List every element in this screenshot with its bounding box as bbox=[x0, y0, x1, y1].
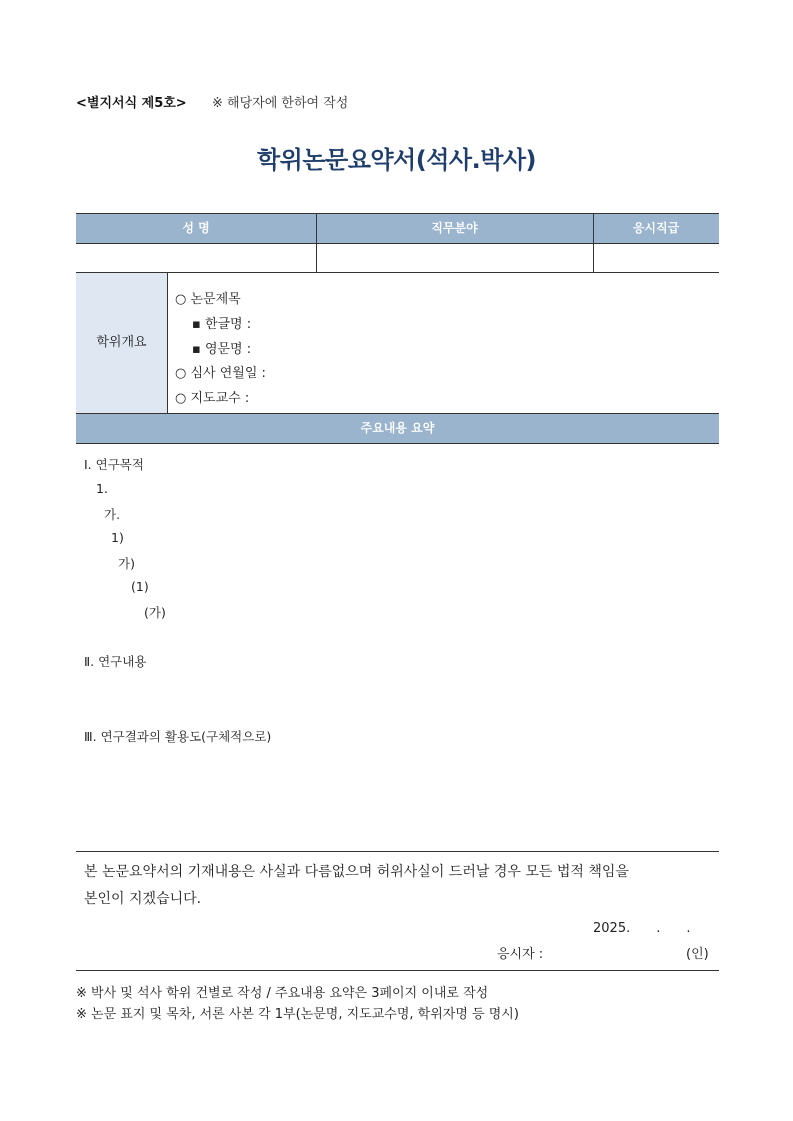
summary-header-bottom bbox=[76, 443, 719, 444]
english-title-item[interactable]: ▪ 영문명 : bbox=[192, 342, 252, 357]
form-note: ※ 해당자에 한하여 작성 bbox=[212, 96, 349, 111]
degree-overview-label: 학위개요 bbox=[76, 273, 167, 413]
header-grade: 응시직급 bbox=[632, 221, 680, 235]
outline-level-3: 1) bbox=[111, 530, 124, 545]
review-date-item[interactable]: ○ 심사 연월일 : bbox=[175, 366, 266, 381]
header-name: 성 명 bbox=[182, 221, 210, 235]
section-1-heading: Ⅰ. 연구목적 bbox=[84, 457, 144, 472]
name-field[interactable] bbox=[76, 243, 316, 272]
advisor-item[interactable]: ○ 지도교수 : bbox=[175, 391, 250, 406]
applicant-label: 응시자 : bbox=[497, 947, 544, 962]
outline-level-5: (1) bbox=[131, 579, 149, 594]
header-field: 직무분야 bbox=[431, 221, 478, 235]
outline-level-1: 1. bbox=[96, 481, 108, 496]
outline-level-2: 가. bbox=[104, 507, 121, 522]
pledge-date[interactable]: 2025. . . bbox=[593, 921, 691, 936]
outline-level-4: 가) bbox=[118, 556, 135, 571]
page-title: 학위논문요약서(석사.박사) bbox=[256, 146, 537, 174]
form-label: <별지서식 제5호> bbox=[76, 96, 187, 111]
korean-title-item[interactable]: ▪ 한글명 : bbox=[192, 317, 252, 332]
footnote-1: ※ 박사 및 석사 학위 건별로 작성 / 주요내용 요약은 3페이지 이내로 작성 bbox=[76, 986, 489, 1001]
summary-header-label: 주요내용 요약 bbox=[360, 421, 435, 435]
footnote-2: ※ 논문 표지 및 목차, 서론 사본 각 1부(논문명, 지도교수명, 학위자명 등 명시) bbox=[76, 1007, 519, 1022]
outline-level-6: (가) bbox=[144, 605, 166, 620]
pledge-line-1: 본 논문요약서의 기재내용은 사실과 다름없으며 허위사실이 드러날 경우 모든 법적 책임을 bbox=[84, 864, 629, 880]
pledge-top-border bbox=[76, 851, 719, 852]
info-table-header bbox=[76, 214, 719, 243]
degree-divider bbox=[167, 273, 168, 413]
pledge-bottom-border bbox=[76, 970, 719, 971]
summary-header bbox=[76, 414, 719, 443]
section-3-heading: Ⅲ. 연구결과의 활용도(구체적으로) bbox=[84, 729, 272, 744]
pledge-line-2: 본인이 지겠습니다. bbox=[84, 891, 202, 907]
grade-input[interactable] bbox=[594, 243, 719, 272]
info-row-bottom-border bbox=[76, 272, 719, 273]
thesis-title-item: ○ 논문제목 bbox=[175, 292, 241, 307]
section-2-heading: Ⅱ. 연구내용 bbox=[84, 654, 147, 669]
info-row bbox=[76, 243, 719, 272]
job-field-input[interactable] bbox=[317, 243, 593, 272]
seal-mark: (인) bbox=[686, 947, 709, 962]
